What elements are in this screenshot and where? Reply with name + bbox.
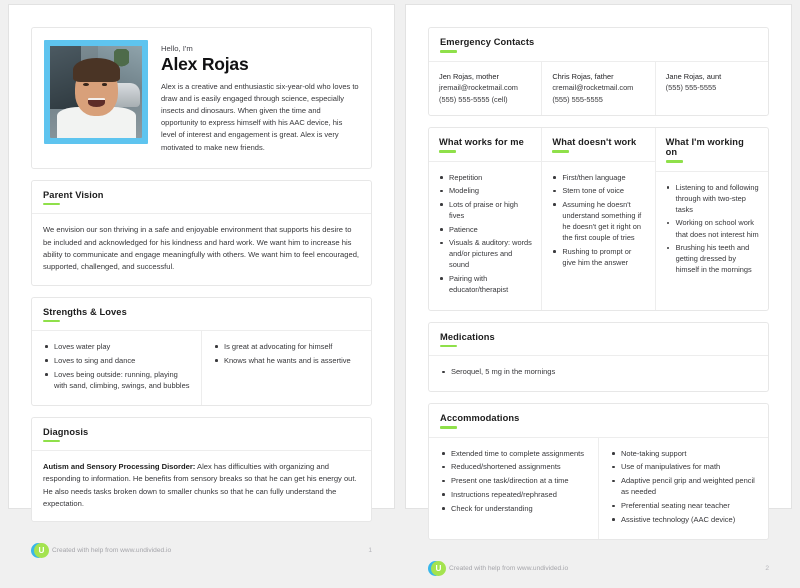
list-item: Rushing to prompt or give him the answer — [551, 246, 645, 268]
medications-body — [429, 356, 768, 391]
works-column-header — [429, 128, 541, 162]
works-column-title: What doesn't work — [552, 137, 637, 147]
diagnosis-label: Autism and Sensory Processing Disorder: — [43, 462, 196, 472]
works-column-list — [665, 182, 759, 276]
strengths-header — [32, 298, 371, 332]
emergency-contacts-title: Emergency Contacts — [440, 37, 535, 47]
list-item: Present one task/direction at a time — [440, 475, 587, 486]
diagnosis-description: Alex has difficulties with organizing and responding to information. He benefits from sensory breaks so that he can get his energy out. He also needs tasks broken down to smaller chunks so that he can fully understand the expectation. — [43, 462, 357, 509]
emergency-contacts-header — [429, 28, 768, 62]
works-column-body — [429, 162, 541, 310]
list-item: Check for understanding — [440, 503, 587, 514]
list-item: Listening to and following through with two-step tasks — [665, 182, 759, 215]
list-item: Assuming he doesn't understand something if he doesn't get it right on the first couple of tries — [551, 199, 645, 243]
contact-name: Jane Rojas, aunt — [665, 71, 722, 81]
accent-underline — [43, 203, 60, 206]
strengths-left-list — [43, 341, 190, 391]
parent-vision-title: Parent Vision — [43, 189, 104, 200]
hero-bio: Alex is a creative and enthusiastic six-year-old who loves to draw and is easily engaged through science, especially insects and dinosaurs. When given the time and opportunity to express himself with his AAC device, his level of interest and engagement is great. Alex is very motivated to make new friends. — [161, 81, 359, 152]
strengths-title: Strengths & Loves — [43, 306, 127, 317]
list-item: Adaptive pencil grip and weighted pencil as needed — [610, 475, 757, 498]
accent-underline — [43, 440, 60, 443]
works-column — [429, 128, 541, 310]
list-item: Seroquel, 5 mg in the mornings — [440, 366, 757, 377]
accent-underline — [439, 150, 456, 153]
list-item: Brushing his teeth and getting dressed by himself in the mornings — [665, 242, 759, 275]
accommodations-header — [429, 404, 768, 438]
contact-email[interactable]: jremail@rocketmail.com — [439, 83, 518, 93]
logo-letter: U — [38, 546, 45, 556]
footer-credit: Created with help from www.undivided.io — [449, 564, 569, 572]
list-item: Modeling — [438, 185, 532, 196]
strengths-right-column — [201, 331, 371, 405]
works-column-list — [438, 172, 532, 296]
parent-vision-card — [31, 180, 372, 286]
list-item: Loves being outside: running, playing with sand, climbing, swings, and bubbles — [43, 369, 190, 392]
strengths-card — [31, 297, 372, 406]
works-column-title: What I'm working on — [665, 137, 744, 157]
works-column — [541, 128, 654, 310]
page-number: 1 — [368, 547, 372, 555]
works-column-body — [656, 172, 768, 290]
accent-underline — [440, 426, 457, 429]
strengths-right-list — [213, 341, 360, 366]
list-item: Is great at advocating for himself — [213, 341, 360, 352]
parent-vision-text: We envision our son thriving in a safe and enjoyable environment that supports his desire to be included and acknowledged for his kindness and hard work. We want him to increase his ability to communicate and engage meaningfully with others. We want him to feel encouraged, supported, challenged, and successful. — [43, 225, 360, 272]
list-item: Instructions repeated/rephrased — [440, 489, 587, 500]
accent-underline — [440, 345, 457, 348]
works-column-list — [551, 172, 645, 268]
accommodations-right-column — [598, 438, 768, 539]
medications-title: Medications — [440, 331, 495, 342]
emergency-contacts-list — [429, 62, 768, 115]
works-column-header — [542, 128, 654, 162]
works-column-body — [542, 162, 654, 283]
contact-name: Chris Rojas, father — [552, 71, 614, 81]
diagnosis-body — [32, 451, 371, 521]
contact-phone[interactable]: (555) 555-5555 — [552, 94, 603, 104]
emergency-contacts-card — [428, 27, 769, 116]
contact-phone[interactable]: (555) 555-5555 — [665, 83, 717, 93]
page-title: Alex Rojas — [161, 54, 249, 74]
page-2 — [405, 4, 792, 573]
photo-eye-right — [102, 83, 108, 86]
medications-header — [429, 323, 768, 357]
hero-greeting: Hello, I'm — [161, 44, 193, 53]
list-item: Stern tone of voice — [551, 185, 645, 196]
list-item: Loves water play — [43, 341, 190, 352]
contact-entry — [429, 62, 541, 115]
profile-photo — [50, 46, 142, 138]
undivided-logo-icon — [428, 561, 443, 576]
accommodations-right-list — [610, 448, 757, 526]
works-card — [428, 127, 769, 311]
list-item: Assistive technology (AAC device) — [610, 514, 757, 525]
page-number: 2 — [765, 564, 769, 572]
accommodations-card — [428, 403, 769, 540]
logo-letter: U — [435, 563, 442, 573]
list-item: Knows what he wants and is assertive — [213, 355, 360, 366]
photo-hair — [73, 58, 120, 82]
accommodations-columns — [429, 438, 768, 539]
contact-entry — [541, 62, 654, 115]
contact-entry — [655, 62, 768, 115]
list-item: Patience — [438, 224, 532, 235]
list-item: Visuals & auditory: words and/or pictures and sound — [438, 237, 532, 270]
profile-photo-frame — [44, 40, 148, 144]
accent-underline — [666, 160, 683, 163]
list-item: Reduced/shortened assignments — [440, 461, 587, 472]
parent-vision-header — [32, 181, 371, 215]
list-item: First/then language — [551, 172, 645, 183]
contact-phone[interactable]: (555) 555-5555 (cell) — [439, 94, 508, 104]
list-item: Working on school work that does not interest him — [665, 217, 759, 239]
diagnosis-header — [32, 418, 371, 452]
works-column — [655, 128, 768, 310]
works-column-header — [656, 128, 768, 172]
diagnosis-card — [31, 417, 372, 523]
list-item: Use of manipulatives for math — [610, 461, 757, 472]
accommodations-title: Accommodations — [440, 413, 520, 424]
list-item: Loves to sing and dance — [43, 355, 190, 366]
parent-vision-body — [32, 214, 371, 284]
accent-underline — [440, 50, 457, 53]
diagnosis-title: Diagnosis — [43, 426, 89, 437]
page-1 — [8, 4, 395, 556]
footer-1 — [31, 533, 372, 570]
footer-2 — [428, 551, 769, 588]
photo-eye-left — [83, 83, 89, 86]
list-item: Preferential seating near teacher — [610, 500, 757, 511]
accent-underline — [552, 150, 569, 153]
footer-credit: Created with help from www.undivided.io — [52, 547, 172, 555]
hero-text — [161, 40, 359, 154]
list-item: Repetition — [438, 172, 532, 183]
works-column-title: What works for me — [439, 137, 524, 147]
undivided-logo-icon — [31, 543, 46, 558]
contact-email[interactable]: cremail@rocketmail.com — [552, 83, 634, 93]
medications-list — [440, 366, 757, 377]
hero-card — [31, 27, 372, 169]
list-item: Note-taking support — [610, 448, 757, 459]
list-item: Extended time to complete assignments — [440, 448, 587, 459]
list-item: Lots of praise or high fives — [438, 199, 532, 221]
accommodations-left-list — [440, 448, 587, 514]
strengths-left-column — [32, 331, 201, 405]
accommodations-left-column — [429, 438, 598, 539]
contact-name: Jen Rojas, mother — [439, 71, 499, 81]
accent-underline — [43, 320, 60, 323]
medications-card — [428, 322, 769, 392]
list-item: Pairing with educator/therapist — [438, 273, 532, 295]
strengths-columns — [32, 331, 371, 405]
diagnosis-text — [43, 461, 360, 510]
photo-mouth — [88, 98, 105, 107]
